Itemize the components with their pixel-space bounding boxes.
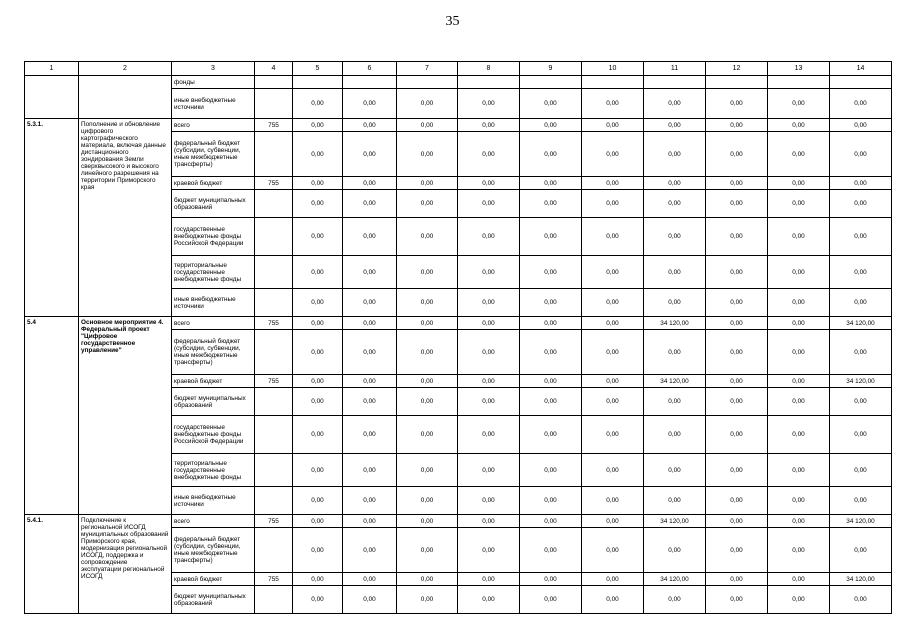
amount-cell: 0,00	[458, 515, 520, 528]
amount-cell	[768, 76, 830, 89]
amount-cell: 0,00	[706, 132, 768, 177]
amount-cell: 0,00	[520, 388, 582, 416]
amount-cell: 0,00	[582, 515, 644, 528]
amount-cell: 0,00	[644, 330, 706, 375]
amount-cell: 0,00	[397, 416, 458, 454]
amount-cell: 34 120,00	[644, 317, 706, 330]
page-number: 35	[445, 14, 460, 29]
amount-cell: 0,00	[293, 528, 343, 573]
amount-cell: 0,00	[293, 515, 343, 528]
amount-cell: 34 120,00	[644, 573, 706, 586]
amount-cell: 0,00	[706, 256, 768, 289]
column-number: 6	[343, 62, 397, 76]
item-code: 5.3.1.	[25, 119, 79, 317]
amount-cell: 0,00	[768, 487, 830, 515]
amount-cell: 0,00	[830, 487, 892, 515]
column-number-row	[25, 62, 892, 76]
amount-cell: 0,00	[520, 586, 582, 614]
budget-code: 755	[255, 375, 293, 388]
amount-cell: 0,00	[706, 317, 768, 330]
amount-cell: 0,00	[293, 256, 343, 289]
amount-cell: 0,00	[582, 89, 644, 119]
amount-cell: 0,00	[520, 190, 582, 218]
amount-cell: 0,00	[520, 218, 582, 256]
amount-cell: 0,00	[343, 515, 397, 528]
amount-cell: 0,00	[343, 317, 397, 330]
amount-cell	[343, 76, 397, 89]
budget-code	[255, 190, 293, 218]
amount-cell: 0,00	[706, 190, 768, 218]
amount-cell: 0,00	[458, 132, 520, 177]
amount-cell: 0,00	[458, 528, 520, 573]
budget-code	[255, 454, 293, 487]
budget-code	[255, 528, 293, 573]
amount-cell: 0,00	[520, 132, 582, 177]
amount-cell: 0,00	[520, 515, 582, 528]
funding-source: краевой бюджет	[172, 177, 255, 190]
amount-cell: 0,00	[582, 190, 644, 218]
amount-cell: 0,00	[582, 388, 644, 416]
amount-cell: 0,00	[520, 330, 582, 375]
item-name: Подключение к региональной ИСОГД муниципальных образований Приморского края, модернизация региональной ИСОГД, поддержка и сопровождение эксплуатации региональной ИСОГД	[79, 515, 172, 614]
amount-cell: 0,00	[458, 586, 520, 614]
funding-source: иные внебюджетные источники	[172, 289, 255, 317]
amount-cell: 0,00	[830, 454, 892, 487]
item-code: 5.4	[25, 317, 79, 515]
amount-cell: 0,00	[706, 289, 768, 317]
amount-cell: 0,00	[582, 256, 644, 289]
amount-cell: 0,00	[397, 132, 458, 177]
budget-code	[255, 487, 293, 515]
item-name	[79, 76, 172, 119]
amount-cell: 0,00	[706, 487, 768, 515]
amount-cell: 34 120,00	[830, 515, 892, 528]
amount-cell: 0,00	[582, 586, 644, 614]
amount-cell: 0,00	[644, 454, 706, 487]
amount-cell: 0,00	[397, 528, 458, 573]
amount-cell: 0,00	[520, 487, 582, 515]
table-row	[25, 515, 892, 528]
amount-cell: 0,00	[582, 119, 644, 132]
amount-cell: 0,00	[644, 177, 706, 190]
amount-cell: 0,00	[830, 89, 892, 119]
budget-code	[255, 132, 293, 177]
amount-cell: 0,00	[343, 177, 397, 190]
item-name: Пополнение и обновление цифрового картографического материала, включая данные дистанционного зондирования Земли сверхвысокого и высокого линейного разрешения на территории Приморского края	[79, 119, 172, 317]
amount-cell: 0,00	[397, 256, 458, 289]
amount-cell: 0,00	[397, 388, 458, 416]
amount-cell: 0,00	[397, 487, 458, 515]
amount-cell: 0,00	[830, 586, 892, 614]
amount-cell: 0,00	[343, 132, 397, 177]
amount-cell: 0,00	[644, 190, 706, 218]
amount-cell: 0,00	[343, 454, 397, 487]
amount-cell: 0,00	[458, 190, 520, 218]
amount-cell: 0,00	[293, 289, 343, 317]
amount-cell: 0,00	[293, 177, 343, 190]
amount-cell: 0,00	[768, 573, 830, 586]
amount-cell: 0,00	[520, 454, 582, 487]
amount-cell: 0,00	[343, 119, 397, 132]
funding-source: территориальные государственные внебюджетные фонды	[172, 454, 255, 487]
amount-cell: 0,00	[343, 256, 397, 289]
budget-code: 755	[255, 317, 293, 330]
amount-cell: 0,00	[293, 375, 343, 388]
amount-cell: 0,00	[582, 132, 644, 177]
amount-cell: 0,00	[706, 586, 768, 614]
amount-cell: 0,00	[293, 416, 343, 454]
amount-cell: 0,00	[520, 256, 582, 289]
funding-source: бюджет муниципальных образований	[172, 586, 255, 614]
amount-cell: 0,00	[768, 515, 830, 528]
amount-cell: 0,00	[644, 89, 706, 119]
amount-cell: 0,00	[458, 218, 520, 256]
funding-source: территориальные государственные внебюджетные фонды	[172, 256, 255, 289]
amount-cell: 0,00	[343, 375, 397, 388]
funding-source: фонды	[172, 76, 255, 89]
funding-source: краевой бюджет	[172, 573, 255, 586]
budget-code: 755	[255, 573, 293, 586]
amount-cell: 0,00	[768, 177, 830, 190]
amount-cell: 0,00	[520, 317, 582, 330]
column-number: 1	[25, 62, 79, 76]
amount-cell: 0,00	[343, 289, 397, 317]
amount-cell: 0,00	[458, 375, 520, 388]
amount-cell: 0,00	[644, 218, 706, 256]
amount-cell: 0,00	[520, 528, 582, 573]
funding-source: бюджет муниципальных образований	[172, 190, 255, 218]
amount-cell: 0,00	[458, 289, 520, 317]
budget-code	[255, 76, 293, 89]
amount-cell: 0,00	[458, 177, 520, 190]
column-number: 7	[397, 62, 458, 76]
funding-source: всего	[172, 515, 255, 528]
amount-cell	[397, 76, 458, 89]
funding-source: федеральный бюджет (субсидии, субвенции, иные межбюджетные трансферты)	[172, 330, 255, 375]
amount-cell: 0,00	[293, 132, 343, 177]
amount-cell: 0,00	[644, 119, 706, 132]
amount-cell: 0,00	[458, 256, 520, 289]
amount-cell: 0,00	[768, 256, 830, 289]
amount-cell: 0,00	[582, 416, 644, 454]
budget-code	[255, 388, 293, 416]
amount-cell: 0,00	[582, 177, 644, 190]
amount-cell: 0,00	[397, 89, 458, 119]
amount-cell: 0,00	[768, 119, 830, 132]
amount-cell: 0,00	[644, 487, 706, 515]
column-number: 5	[293, 62, 343, 76]
funding-source: федеральный бюджет (субсидии, субвенции, иные межбюджетные трансферты)	[172, 528, 255, 573]
funding-source: бюджет муниципальных образований	[172, 388, 255, 416]
amount-cell: 0,00	[343, 190, 397, 218]
column-number: 3	[172, 62, 255, 76]
amount-cell	[458, 76, 520, 89]
table-row	[25, 317, 892, 330]
budget-code	[255, 289, 293, 317]
budget-table	[24, 61, 892, 614]
amount-cell: 0,00	[520, 289, 582, 317]
amount-cell: 0,00	[830, 119, 892, 132]
amount-cell: 0,00	[644, 388, 706, 416]
amount-cell: 0,00	[397, 317, 458, 330]
amount-cell: 0,00	[706, 119, 768, 132]
amount-cell: 0,00	[458, 89, 520, 119]
amount-cell: 0,00	[830, 416, 892, 454]
amount-cell	[830, 76, 892, 89]
amount-cell: 0,00	[768, 289, 830, 317]
item-code: 5.4.1.	[25, 515, 79, 614]
amount-cell: 0,00	[293, 119, 343, 132]
budget-code	[255, 586, 293, 614]
amount-cell: 0,00	[520, 119, 582, 132]
funding-source: федеральный бюджет (субсидии, субвенции, иные межбюджетные трансферты)	[172, 132, 255, 177]
table-row	[25, 76, 892, 89]
amount-cell: 34 120,00	[830, 317, 892, 330]
amount-cell: 0,00	[582, 375, 644, 388]
amount-cell: 34 120,00	[644, 515, 706, 528]
funding-source: государственные внебюджетные фонды Российской Федерации	[172, 416, 255, 454]
amount-cell: 0,00	[293, 573, 343, 586]
amount-cell: 0,00	[397, 218, 458, 256]
amount-cell: 0,00	[706, 218, 768, 256]
amount-cell: 0,00	[293, 317, 343, 330]
amount-cell: 0,00	[397, 573, 458, 586]
column-number: 4	[255, 62, 293, 76]
item-code	[25, 76, 79, 119]
amount-cell: 0,00	[706, 416, 768, 454]
amount-cell	[293, 76, 343, 89]
amount-cell: 0,00	[343, 388, 397, 416]
amount-cell: 0,00	[644, 416, 706, 454]
amount-cell: 0,00	[768, 586, 830, 614]
amount-cell: 0,00	[343, 586, 397, 614]
amount-cell	[706, 76, 768, 89]
amount-cell: 0,00	[706, 454, 768, 487]
amount-cell: 0,00	[706, 375, 768, 388]
budget-code	[255, 330, 293, 375]
amount-cell: 0,00	[706, 330, 768, 375]
amount-cell: 0,00	[706, 89, 768, 119]
funding-source: иные внебюджетные источники	[172, 89, 255, 119]
funding-source: всего	[172, 119, 255, 132]
amount-cell: 0,00	[458, 487, 520, 515]
amount-cell: 0,00	[293, 487, 343, 515]
amount-cell: 0,00	[458, 454, 520, 487]
amount-cell: 0,00	[830, 190, 892, 218]
amount-cell: 0,00	[293, 586, 343, 614]
amount-cell: 0,00	[768, 454, 830, 487]
amount-cell: 0,00	[830, 528, 892, 573]
amount-cell: 0,00	[768, 330, 830, 375]
item-name: Основное мероприятие 4. Федеральный проект "Цифровое государственное управление"	[79, 317, 172, 515]
amount-cell: 0,00	[768, 416, 830, 454]
amount-cell: 0,00	[582, 218, 644, 256]
amount-cell: 0,00	[830, 289, 892, 317]
column-number: 10	[582, 62, 644, 76]
amount-cell: 0,00	[768, 190, 830, 218]
amount-cell: 0,00	[768, 317, 830, 330]
amount-cell: 0,00	[397, 190, 458, 218]
column-number: 12	[706, 62, 768, 76]
amount-cell: 0,00	[343, 218, 397, 256]
amount-cell: 0,00	[768, 89, 830, 119]
amount-cell: 0,00	[458, 416, 520, 454]
column-number: 2	[79, 62, 172, 76]
amount-cell: 0,00	[706, 177, 768, 190]
amount-cell: 0,00	[644, 586, 706, 614]
amount-cell: 0,00	[768, 375, 830, 388]
amount-cell: 0,00	[397, 454, 458, 487]
amount-cell: 0,00	[706, 573, 768, 586]
amount-cell: 0,00	[706, 528, 768, 573]
amount-cell: 0,00	[397, 177, 458, 190]
amount-cell: 0,00	[458, 119, 520, 132]
amount-cell: 0,00	[830, 388, 892, 416]
amount-cell: 0,00	[768, 388, 830, 416]
amount-cell: 0,00	[520, 375, 582, 388]
funding-source: краевой бюджет	[172, 375, 255, 388]
column-number: 11	[644, 62, 706, 76]
amount-cell: 0,00	[520, 177, 582, 190]
amount-cell: 0,00	[582, 573, 644, 586]
amount-cell: 0,00	[706, 515, 768, 528]
amount-cell: 0,00	[343, 487, 397, 515]
column-number: 8	[458, 62, 520, 76]
amount-cell: 0,00	[830, 132, 892, 177]
funding-source: государственные внебюджетные фонды Российской Федерации	[172, 218, 255, 256]
amount-cell: 0,00	[520, 89, 582, 119]
amount-cell: 0,00	[520, 573, 582, 586]
amount-cell: 0,00	[293, 330, 343, 375]
funding-source: иные внебюджетные источники	[172, 487, 255, 515]
budget-code	[255, 218, 293, 256]
amount-cell: 0,00	[458, 330, 520, 375]
amount-cell: 0,00	[768, 528, 830, 573]
amount-cell: 0,00	[830, 256, 892, 289]
amount-cell	[582, 76, 644, 89]
amount-cell: 0,00	[397, 119, 458, 132]
amount-cell: 0,00	[582, 317, 644, 330]
budget-code	[255, 416, 293, 454]
amount-cell: 0,00	[397, 586, 458, 614]
amount-cell	[644, 76, 706, 89]
amount-cell: 0,00	[582, 289, 644, 317]
amount-cell: 0,00	[343, 89, 397, 119]
amount-cell: 0,00	[458, 573, 520, 586]
budget-code: 755	[255, 119, 293, 132]
amount-cell: 0,00	[293, 388, 343, 416]
amount-cell: 34 120,00	[830, 573, 892, 586]
column-number: 13	[768, 62, 830, 76]
amount-cell: 0,00	[293, 89, 343, 119]
amount-cell: 0,00	[343, 416, 397, 454]
amount-cell: 0,00	[458, 388, 520, 416]
amount-cell: 0,00	[458, 317, 520, 330]
amount-cell: 0,00	[582, 330, 644, 375]
amount-cell: 34 120,00	[830, 375, 892, 388]
amount-cell: 0,00	[644, 132, 706, 177]
amount-cell: 0,00	[830, 330, 892, 375]
amount-cell: 0,00	[830, 177, 892, 190]
amount-cell: 0,00	[343, 528, 397, 573]
funding-source: всего	[172, 317, 255, 330]
budget-code	[255, 89, 293, 119]
amount-cell: 0,00	[397, 330, 458, 375]
amount-cell: 0,00	[644, 528, 706, 573]
amount-cell: 0,00	[520, 416, 582, 454]
amount-cell: 0,00	[293, 218, 343, 256]
amount-cell: 0,00	[293, 454, 343, 487]
amount-cell	[520, 76, 582, 89]
amount-cell: 0,00	[582, 528, 644, 573]
amount-cell: 34 120,00	[644, 375, 706, 388]
budget-table-body	[25, 62, 892, 614]
column-number: 14	[830, 62, 892, 76]
amount-cell: 0,00	[343, 573, 397, 586]
amount-cell: 0,00	[397, 289, 458, 317]
budget-code: 755	[255, 177, 293, 190]
amount-cell: 0,00	[768, 218, 830, 256]
amount-cell: 0,00	[397, 515, 458, 528]
amount-cell: 0,00	[706, 388, 768, 416]
amount-cell: 0,00	[644, 289, 706, 317]
amount-cell: 0,00	[343, 330, 397, 375]
table-row	[25, 119, 892, 132]
amount-cell: 0,00	[644, 256, 706, 289]
amount-cell: 0,00	[830, 218, 892, 256]
column-number: 9	[520, 62, 582, 76]
amount-cell: 0,00	[397, 375, 458, 388]
budget-code: 755	[255, 515, 293, 528]
amount-cell: 0,00	[293, 190, 343, 218]
budget-code	[255, 256, 293, 289]
amount-cell: 0,00	[582, 487, 644, 515]
amount-cell: 0,00	[582, 454, 644, 487]
amount-cell: 0,00	[768, 132, 830, 177]
